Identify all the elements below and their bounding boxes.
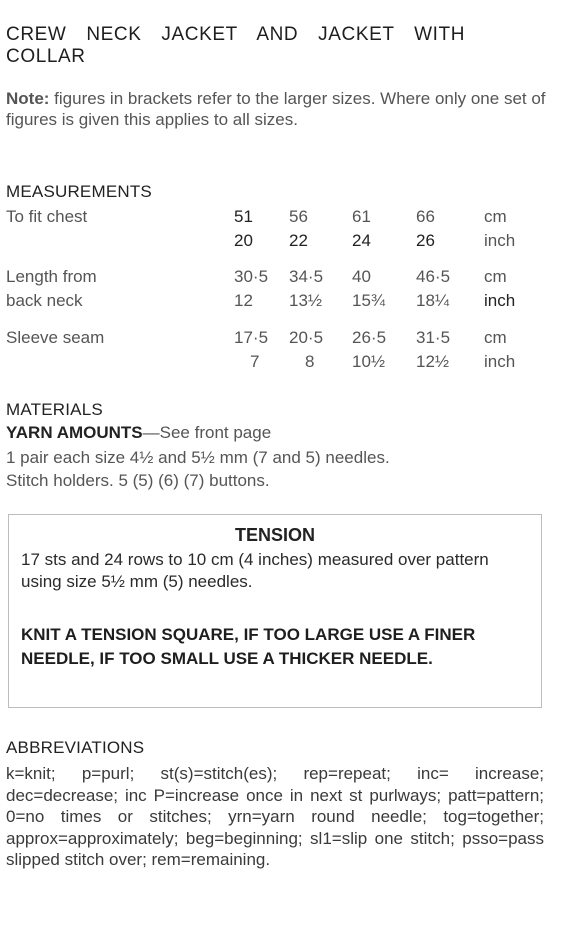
measurement-unit: cm — [484, 267, 507, 286]
measurement-value: 66 — [416, 207, 435, 226]
measurement-unit: inch — [484, 231, 516, 250]
measurement-unit: inch — [484, 352, 516, 371]
measurement-value: 34·5 — [289, 267, 324, 286]
measurement-value: 30·5 — [234, 267, 269, 286]
measurement-unit: inch — [484, 291, 516, 310]
abbreviations-text: k=knit; p=purl; st(s)=stitch(es); rep=repeat; inc= increase; dec=decrease; inc P=increase once in next st purlways; patt=pattern; 0=no times or stitches; yrn=yarn round needle; tog=together; approx=approximately; beg=beginning; sl1=slip one stitch; psso=pass slipped stitch over; rem=remaining. — [6, 764, 544, 869]
measurement-value: 40 — [352, 267, 371, 286]
tension-warning: KNIT A TENSION SQUARE, IF TOO LARGE USE A FINER NEEDLE, IF TOO SMALL USE A THICKER NEEDLE. — [21, 625, 476, 668]
holders-buttons-line: Stitch holders. 5 (5) (6) (7) buttons. — [6, 471, 270, 490]
measurement-label: To fit chest — [6, 207, 88, 226]
tension-text: 17 sts and 24 rows to 10 cm (4 inches) measured over pattern using size 5½ mm (5) needles. — [21, 550, 489, 591]
abbreviations-heading: ABBREVIATIONS — [6, 738, 145, 757]
measurement-value: 10½ — [352, 352, 386, 371]
tension-heading: TENSION — [234, 525, 315, 545]
measurement-value: 24 — [352, 231, 371, 250]
needles-line: 1 pair each size 4½ and 5½ mm (7 and 5) needles. — [6, 448, 390, 467]
measurement-value: 31·5 — [416, 328, 451, 347]
measurement-value: 7 — [250, 352, 260, 371]
measurement-value: 61 — [352, 207, 371, 226]
measurement-value: 13½ — [289, 291, 323, 310]
yarn-text: —See front page — [142, 423, 272, 442]
note-paragraph — [6, 88, 546, 130]
measurement-unit: cm — [484, 207, 507, 226]
tension-box — [8, 514, 542, 708]
measurement-value: 51 — [234, 207, 253, 226]
measurement-value: 8 — [305, 352, 315, 371]
note-text: figures in brackets refer to the larger sizes. Where only one set of figures is given this applies to all sizes. — [6, 89, 546, 129]
measurement-value: 12 — [234, 291, 253, 310]
measurement-value: 15¾ — [352, 291, 386, 310]
materials-heading: MATERIALS — [6, 400, 103, 419]
measurement-value: 56 — [289, 207, 308, 226]
measurement-label: back neck — [6, 291, 83, 310]
yarn-amounts — [6, 423, 271, 443]
measurements-heading: MEASUREMENTS — [6, 182, 152, 201]
yarn-label: YARN AMOUNTS — [6, 423, 143, 442]
measurement-value: 22 — [289, 231, 308, 250]
measurement-label: Length from — [6, 267, 97, 286]
measurement-value: 18¼ — [416, 291, 450, 310]
note-label: Note: — [6, 89, 50, 108]
measurement-unit: cm — [484, 328, 507, 347]
measurement-value: 46·5 — [416, 267, 451, 286]
measurement-label: Sleeve seam — [6, 328, 105, 347]
measurement-value: 12½ — [416, 352, 450, 371]
measurement-value: 26 — [416, 231, 435, 250]
measurement-value: 20·5 — [289, 328, 324, 347]
page-title: CREW NECK JACKET AND JACKET WITH COLLAR — [6, 24, 466, 67]
measurement-value: 26·5 — [352, 328, 387, 347]
measurement-value: 20 — [234, 231, 253, 250]
measurement-value: 17·5 — [234, 328, 269, 347]
